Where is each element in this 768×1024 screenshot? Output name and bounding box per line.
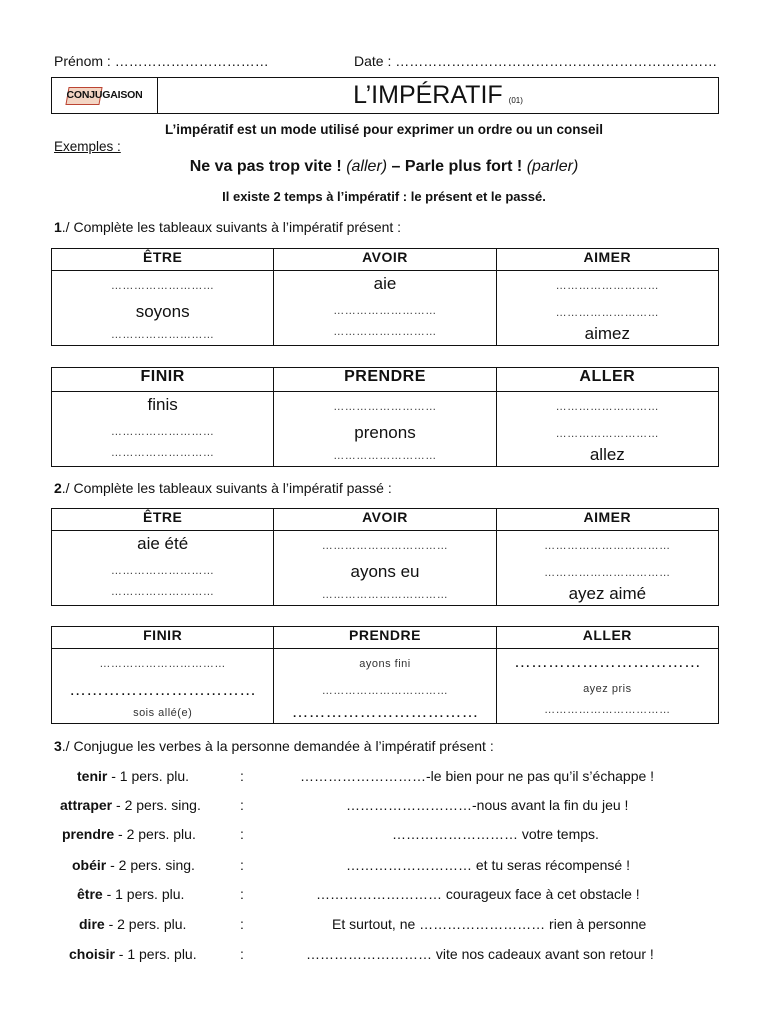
blank[interactable]: ……………………… bbox=[110, 426, 215, 438]
verb-label: obéir bbox=[72, 857, 107, 873]
blank[interactable]: ……………………… bbox=[333, 305, 437, 317]
exercise-sentence[interactable]: ………………………-le bien pour ne pas qu’il s’échappe ! bbox=[300, 768, 655, 784]
verb-label: attraper bbox=[60, 797, 113, 813]
section1-text: ./ Complète les tableaux suivants à l’impératif présent : bbox=[61, 219, 402, 235]
header-aller: ALLER bbox=[496, 368, 718, 392]
colon: : bbox=[240, 797, 244, 813]
date-dots: …………………………………………………………… bbox=[395, 53, 718, 69]
colon: : bbox=[240, 826, 244, 842]
table-present-2 bbox=[51, 367, 719, 467]
tenses-note: Il existe 2 temps à l’impératif : le présent et le passé. bbox=[222, 189, 546, 204]
page-title-text: L’IMPÉRATIF bbox=[353, 81, 503, 109]
blank[interactable]: ……………………… bbox=[555, 401, 660, 413]
header-aimer: AIMER bbox=[496, 249, 718, 271]
person-label: - 1 pers. plu. bbox=[102, 886, 185, 902]
answer: allez bbox=[589, 445, 625, 464]
cell-aimer[interactable] bbox=[496, 271, 718, 346]
cell-finir[interactable] bbox=[52, 392, 274, 467]
cell-aller[interactable] bbox=[496, 392, 718, 467]
blank[interactable]: sois allé(e) bbox=[133, 707, 193, 719]
exercise-item-verb bbox=[69, 946, 197, 962]
prenom-field bbox=[54, 53, 269, 69]
header-finir: FINIR bbox=[52, 368, 274, 392]
example-dash: – bbox=[391, 158, 401, 175]
header-avoir: AVOIR bbox=[274, 509, 496, 531]
cell-avoir[interactable] bbox=[274, 531, 496, 606]
table-passe-2 bbox=[51, 626, 719, 724]
answer: ayons eu bbox=[350, 562, 420, 581]
colon: : bbox=[240, 886, 244, 902]
example-1-verb: (aller) bbox=[346, 158, 388, 175]
examples-line bbox=[0, 158, 768, 176]
section2-text: ./ Complète les tableaux suivants à l’impératif passé : bbox=[61, 480, 392, 496]
blank[interactable]: ……………………… bbox=[555, 280, 660, 292]
cell-etre[interactable] bbox=[52, 271, 274, 346]
cell-prendre[interactable] bbox=[274, 649, 496, 724]
blank[interactable]: ……………………… bbox=[333, 450, 437, 462]
answer: ayez aimé bbox=[568, 584, 647, 603]
blank[interactable]: …………………………… bbox=[544, 704, 671, 716]
person-label: - 2 pers. plu. bbox=[114, 826, 196, 842]
cell-prendre[interactable] bbox=[274, 392, 496, 467]
blank[interactable]: ……………………… bbox=[333, 326, 437, 338]
logo-cell bbox=[52, 78, 158, 113]
header-aimer: AIMER bbox=[496, 509, 718, 531]
section2-instruction bbox=[54, 480, 392, 496]
header-prendre: PRENDRE bbox=[274, 627, 496, 649]
header-etre: ÊTRE bbox=[52, 509, 274, 531]
blank[interactable]: ……………………… bbox=[110, 586, 215, 598]
examples-label: Exemples : bbox=[54, 139, 121, 154]
example-2: Parle plus fort ! bbox=[404, 158, 523, 175]
verb-label: prendre bbox=[62, 826, 115, 842]
date-field bbox=[354, 53, 717, 69]
logo-text: CONJUGAISON bbox=[66, 88, 143, 101]
answer: soyons bbox=[135, 302, 190, 321]
blank[interactable]: …………………………… bbox=[321, 540, 449, 552]
answer: …………………………… bbox=[513, 652, 701, 671]
blank[interactable]: ……………………… bbox=[333, 401, 437, 413]
cell-avoir[interactable] bbox=[274, 271, 496, 346]
answer: prenons bbox=[354, 423, 416, 442]
verb-label: tenir bbox=[77, 768, 108, 784]
table-present-1 bbox=[51, 248, 719, 346]
person-label: - 1 pers. plu. bbox=[114, 946, 197, 962]
section1-instruction bbox=[54, 219, 401, 235]
example-1: Ne va pas trop vite ! bbox=[189, 158, 342, 175]
blank[interactable]: ……………………… bbox=[110, 329, 215, 341]
blank[interactable]: ayez pris bbox=[583, 683, 632, 695]
colon: : bbox=[240, 946, 244, 962]
cell-aller[interactable] bbox=[496, 649, 718, 724]
answer: aimez bbox=[584, 324, 630, 343]
exercise-item-verb bbox=[77, 886, 184, 902]
section1-number: 1 bbox=[54, 219, 62, 235]
answer: finis bbox=[147, 395, 178, 414]
blank[interactable]: ……………………… bbox=[110, 280, 215, 292]
page-number: (01) bbox=[508, 96, 523, 105]
blank[interactable]: …………………………… bbox=[321, 685, 449, 697]
exercise-sentence[interactable]: ………………………-nous avant la fin du jeu ! bbox=[346, 797, 629, 813]
answer: aie bbox=[373, 274, 397, 293]
exercise-sentence[interactable]: ……………………… et tu seras récompensé ! bbox=[346, 857, 630, 873]
exercise-item-verb bbox=[60, 797, 201, 813]
page-title bbox=[158, 78, 718, 113]
section3-instruction bbox=[54, 738, 494, 754]
date-label: Date : bbox=[354, 53, 392, 69]
blank[interactable]: ……………………… bbox=[555, 428, 660, 440]
blank[interactable]: …………………………… bbox=[321, 589, 449, 601]
person-label: - 2 pers. sing. bbox=[112, 797, 201, 813]
exercise-item-verb bbox=[79, 916, 186, 932]
blank[interactable]: …………………………… bbox=[544, 540, 671, 552]
blank[interactable]: …………………………… bbox=[544, 567, 671, 579]
definition: L’impératif est un mode utilisé pour exprimer un ordre ou un conseil bbox=[164, 122, 604, 137]
table-passe-1 bbox=[51, 508, 719, 606]
header-avoir: AVOIR bbox=[274, 249, 496, 271]
colon: : bbox=[240, 768, 244, 784]
blank[interactable]: …………………………… bbox=[99, 658, 226, 670]
verb-label: dire bbox=[79, 916, 105, 932]
blank[interactable]: ayons fini bbox=[359, 658, 411, 670]
person-label: - 2 pers. sing. bbox=[106, 857, 195, 873]
prenom-dots: …………………………… bbox=[114, 53, 269, 69]
answer: …………………………… bbox=[69, 680, 257, 699]
cell-etre[interactable] bbox=[52, 531, 274, 606]
header-etre: ÊTRE bbox=[52, 249, 274, 271]
conjugaison-logo bbox=[61, 84, 149, 108]
verb-label: choisir bbox=[69, 946, 115, 962]
exercise-item-verb bbox=[62, 826, 196, 842]
exercise-sentence[interactable]: ……………………… votre temps. bbox=[392, 826, 599, 842]
blank[interactable]: ……………………… bbox=[555, 307, 660, 319]
cell-finir[interactable] bbox=[52, 649, 274, 724]
blank[interactable]: ……………………… bbox=[110, 565, 215, 577]
section3-text: ./ Conjugue les verbes à la personne demandée à l’impératif présent : bbox=[61, 738, 494, 754]
cell-aimer[interactable] bbox=[496, 531, 718, 606]
person-label: - 1 pers. plu. bbox=[107, 768, 190, 784]
example-2-verb: (parler) bbox=[526, 158, 579, 175]
colon: : bbox=[240, 857, 244, 873]
header-aller: ALLER bbox=[496, 627, 718, 649]
title-box bbox=[51, 77, 719, 114]
person-label: - 2 pers. plu. bbox=[104, 916, 187, 932]
answer: aie été bbox=[137, 534, 189, 553]
header-prendre: PRENDRE bbox=[274, 368, 496, 392]
blank[interactable]: ……………………… bbox=[110, 447, 215, 459]
exercise-item-verb bbox=[77, 768, 189, 784]
exercise-item-verb bbox=[72, 857, 195, 873]
exercise-sentence[interactable]: ……………………… vite nos cadeaux avant son retour ! bbox=[306, 946, 654, 962]
exercise-sentence[interactable]: Et surtout, ne ……………………… rien à personne bbox=[332, 916, 647, 932]
answer: …………………………… bbox=[291, 702, 479, 721]
prenom-label: Prénom : bbox=[54, 53, 111, 69]
verb-label: être bbox=[77, 886, 103, 902]
exercise-sentence[interactable]: ……………………… courageux face à cet obstacle ! bbox=[316, 886, 640, 902]
colon: : bbox=[240, 916, 244, 932]
section2-number: 2 bbox=[54, 480, 62, 496]
section3-number: 3 bbox=[54, 738, 62, 754]
header-finir: FINIR bbox=[52, 627, 274, 649]
